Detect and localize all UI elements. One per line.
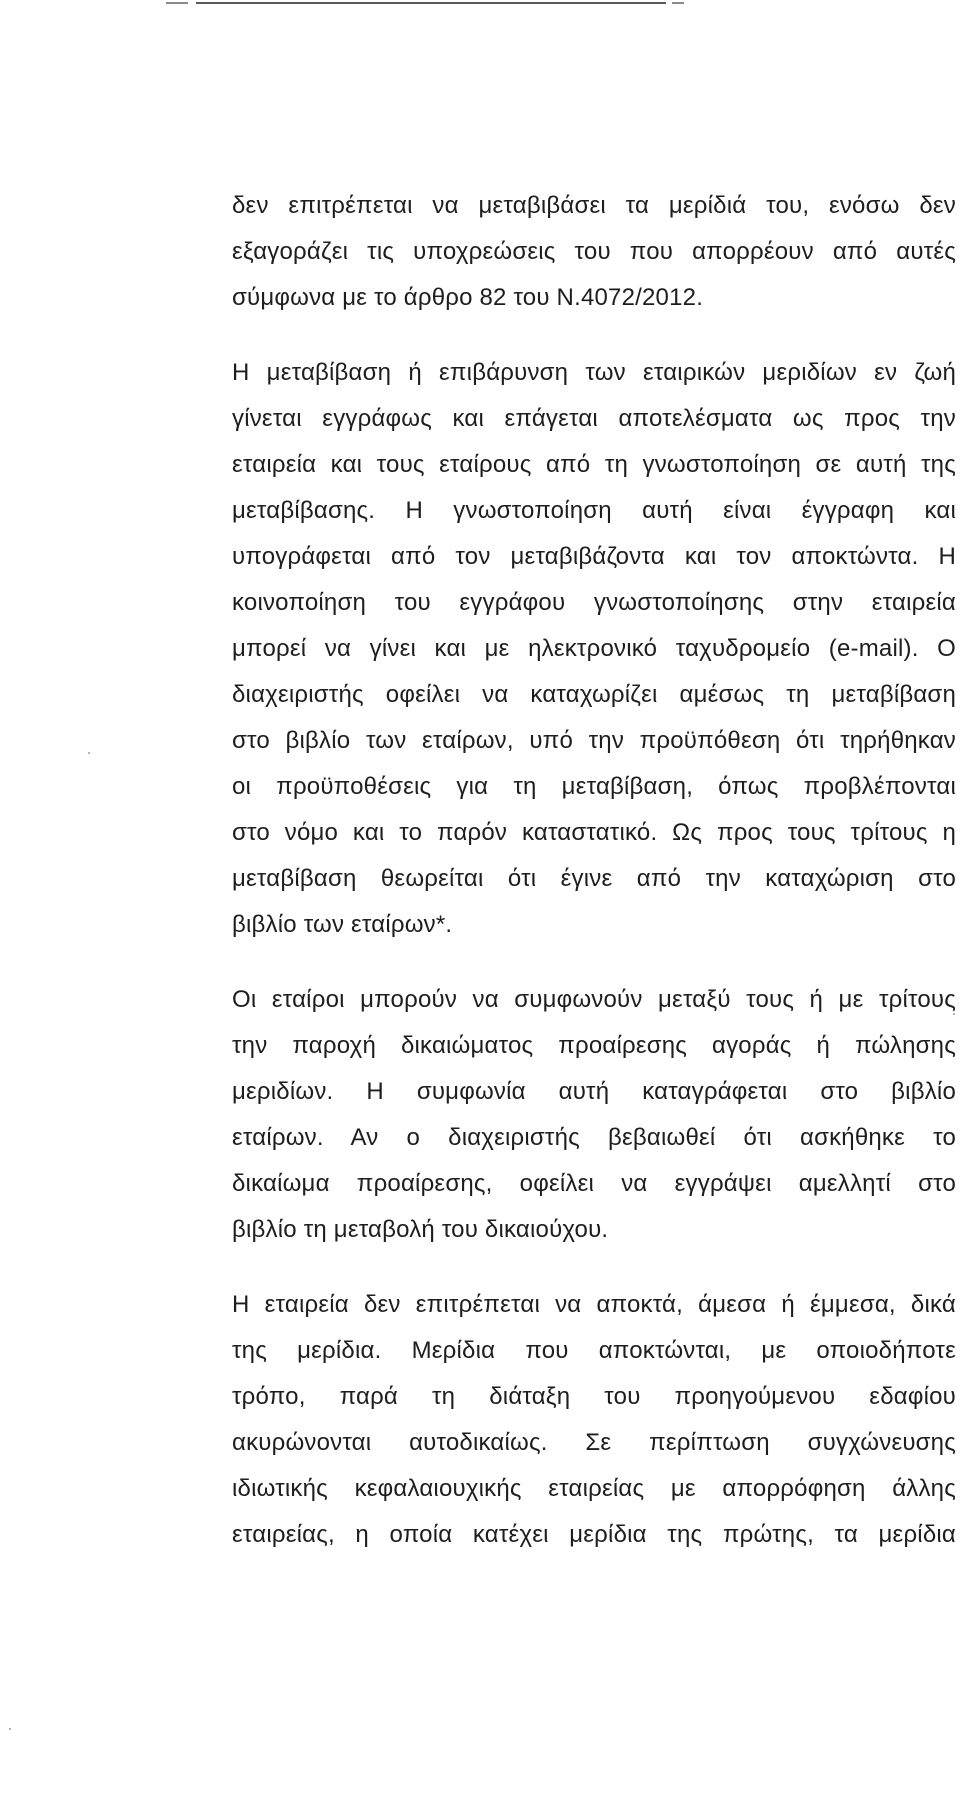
text-line: υπογράφεται από τον μεταβιβάζοντα και τον αποκτώντα. Η — [232, 543, 956, 570]
scan-speck — [9, 1728, 11, 1730]
text-line: γίνεται εγγράφως και επάγεται αποτελέσματα ως προς την — [232, 405, 956, 432]
paragraph-own-shares — [232, 1282, 956, 1558]
text-line: σύμφωνα με το άρθρο 82 του Ν.4072/2012. — [232, 284, 704, 311]
text-line: Η εταιρεία δεν επιτρέπεται να αποκτά, άμεσα ή έμμεσα, δικά — [232, 1291, 956, 1318]
text-line: ακυρώνονται αυτοδικαίως. Σε περίπτωση συγχώνευσης — [232, 1429, 956, 1456]
document-body — [232, 183, 956, 1558]
text-line: Οι εταίροι μπορούν να συμφωνούν μεταξύ τους ή με τρίτους — [232, 986, 956, 1013]
text-line: κοινοποίηση του εγγράφου γνωστοποίησης στην εταιρεία — [232, 589, 956, 616]
text-line: μεταβίβασης. Η γνωστοποίηση αυτή είναι έγγραφη και — [232, 497, 956, 524]
scan-top-border-fragment — [672, 2, 684, 4]
text-line: οι προϋποθέσεις για τη μεταβίβαση, όπως προβλέπονται — [232, 773, 956, 800]
text-line: στο βιβλίο των εταίρων, υπό την προϋπόθεση ότι τηρήθηκαν — [232, 727, 956, 754]
text-line: δικαίωμα προαίρεσης, οφείλει να εγγράψει αμελλητί στο — [232, 1170, 956, 1197]
text-line: βιβλίο τη μεταβολή του δικαιούχου. — [232, 1216, 609, 1243]
scan-speck — [88, 752, 90, 754]
text-line: μεριδίων. Η συμφωνία αυτή καταγράφεται στο βιβλίο — [232, 1078, 956, 1105]
text-line: εταιρείας, η οποία κατέχει μερίδια της πρώτης, τα μερίδια — [232, 1521, 956, 1548]
text-line: μπορεί να γίνει και με ηλεκτρονικό ταχυδρομείο (e-mail). Ο — [232, 635, 956, 662]
paragraph-share-transfer-restriction — [232, 183, 956, 321]
scan-top-border — [196, 2, 666, 4]
text-line: την παροχή δικαιώματος προαίρεσης αγοράς ή πώλησης — [232, 1032, 956, 1059]
text-line: της μερίδια. Μερίδια που αποκτώνται, με οποιοδήποτε — [232, 1337, 956, 1364]
text-line: βιβλίο των εταίρων*. — [232, 911, 453, 938]
text-line: ιδιωτικής κεφαλαιουχικής εταιρείας με απορρόφηση άλλης — [232, 1475, 956, 1502]
text-line: εξαγοράζει τις υποχρεώσεις του που απορρέουν από αυτές — [232, 238, 956, 265]
text-line: εταίρων. Αν ο διαχειριστής βεβαιωθεί ότι ασκήθηκε το — [232, 1124, 956, 1151]
paragraph-share-transfer-procedure — [232, 350, 956, 948]
text-line: στο νόμο και το παρόν καταστατικό. Ως προς τους τρίτους η — [232, 819, 956, 846]
scan-top-border-fragment — [166, 2, 188, 4]
text-line: δεν επιτρέπεται να μεταβιβάσει τα μερίδιά του, ενόσω δεν — [232, 192, 956, 219]
text-line: Η μεταβίβαση ή επιβάρυνση των εταιρικών μεριδίων εν ζωή — [232, 359, 956, 386]
text-line: εταιρεία και τους εταίρους από τη γνωστοποίηση σε αυτή της — [232, 451, 956, 478]
text-line: μεταβίβαση θεωρείται ότι έγινε από την καταχώριση στο — [232, 865, 956, 892]
text-line: διαχειριστής οφείλει να καταχωρίζει αμέσως τη μεταβίβαση — [232, 681, 956, 708]
paragraph-option-rights — [232, 977, 956, 1253]
text-line: τρόπο, παρά τη διάταξη του προηγούμενου εδαφίου — [232, 1383, 956, 1410]
